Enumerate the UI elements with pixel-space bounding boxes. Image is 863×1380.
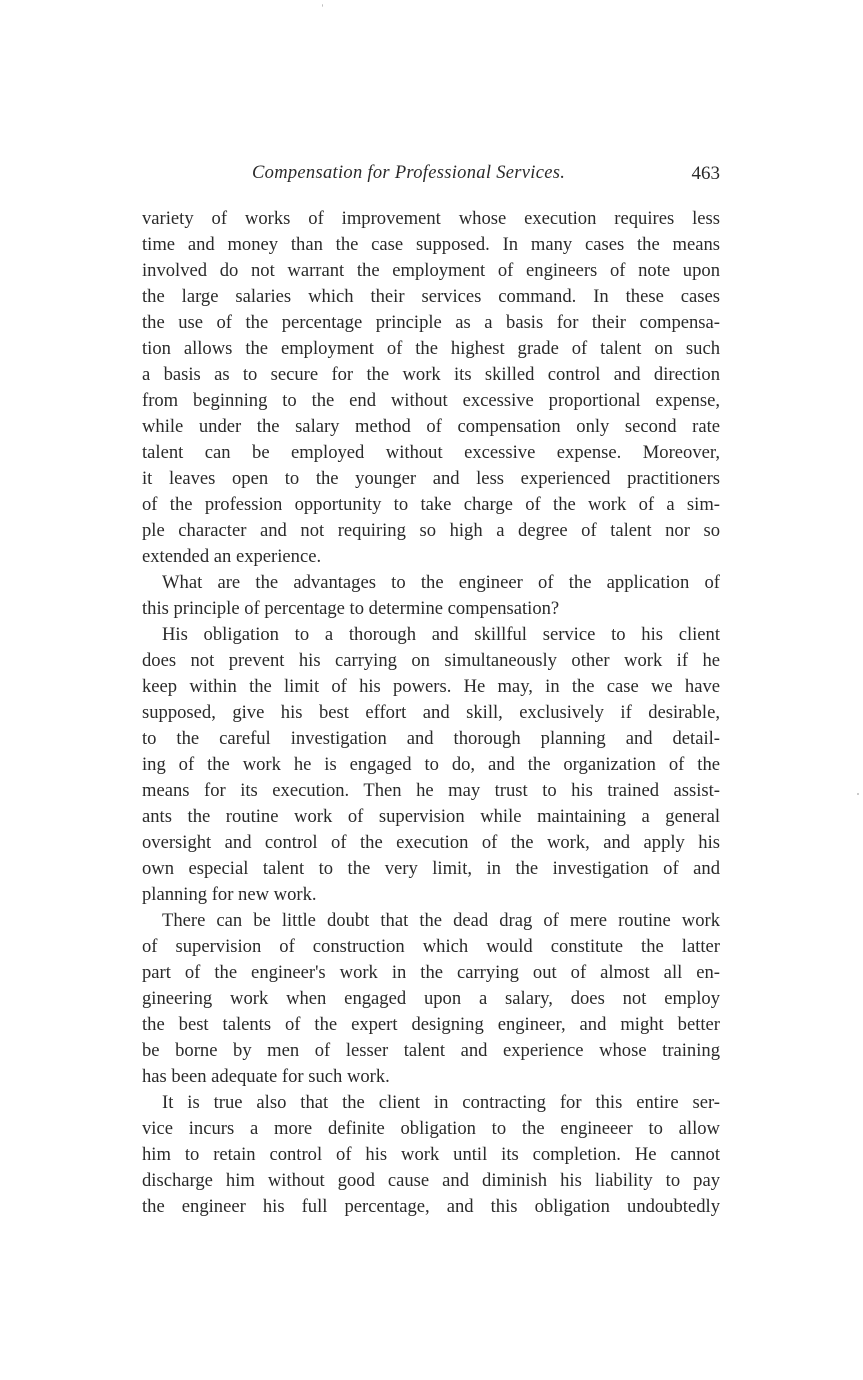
text-line: ple character and not requiring so high a degree of talent nor so — [142, 520, 720, 541]
running-title: Compensation for Professional Services. — [252, 163, 566, 183]
text-line: it leaves open to the younger and less experienced practitioners — [142, 468, 720, 489]
text-line: variety of works of improvement whose execution requires less — [142, 208, 720, 229]
text-line: ants the routine work of supervision while maintaining a general — [142, 806, 720, 827]
text-line: the large salaries which their services command. In these cases — [142, 286, 720, 307]
text-line: means for its execution. Then he may trust to his trained assist- — [142, 780, 720, 801]
text-line: has been adequate for such work. — [142, 1066, 390, 1087]
text-line: a basis as to secure for the work its skilled control and direction — [142, 364, 720, 385]
text-line: does not prevent his carrying on simultaneously other work if he — [142, 650, 720, 671]
text-line: to the careful investigation and thorough planning and detail- — [142, 728, 720, 749]
page-number: 463 — [691, 163, 720, 184]
text-line: the best talents of the expert designing engineer, and might better — [142, 1014, 720, 1035]
paragraph-3 — [142, 622, 720, 908]
text-line: His obligation to a thorough and skillful service to his client — [162, 624, 720, 645]
text-line: be borne by men of lesser talent and experience whose training — [142, 1040, 720, 1061]
text-line: gineering work when engaged upon a salary, does not employ — [142, 988, 720, 1009]
paragraph-1 — [142, 206, 720, 570]
text-line: from beginning to the end without excessive proportional expense, — [142, 390, 720, 411]
text-line: There can be little doubt that the dead drag of mere routine work — [162, 910, 720, 931]
text-line: while under the salary method of compensation only second rate — [142, 416, 720, 437]
text-line: talent can be employed without excessive expense. Moreover, — [142, 442, 720, 463]
text-line: tion allows the employment of the highest grade of talent on such — [142, 338, 720, 359]
page-header — [142, 163, 720, 189]
text-line: keep within the limit of his powers. He may, in the case we have — [142, 676, 720, 697]
text-line: of the profession opportunity to take charge of the work of a sim- — [142, 494, 720, 515]
text-line: extended an experience. — [142, 546, 322, 567]
text-line: this principle of percentage to determine compensation? — [142, 598, 560, 619]
paragraph-4 — [142, 908, 720, 1090]
text-line: the engineer his full percentage, and this obligation undoubtedly — [142, 1196, 720, 1217]
text-line: What are the advantages to the engineer of the application of — [162, 572, 720, 593]
text-line: him to retain control of his work until its completion. He cannot — [142, 1144, 720, 1165]
text-line: time and money than the case supposed. In many cases the means — [142, 234, 720, 255]
text-line: oversight and control of the execution of the work, and apply his — [142, 832, 720, 853]
text-line: ing of the work he is engaged to do, and the organization of the — [142, 754, 720, 775]
paragraph-5 — [142, 1090, 720, 1220]
text-line: of supervision of construction which would constitute the latter — [142, 936, 720, 957]
text-line: the use of the percentage principle as a basis for their compensa- — [142, 312, 720, 333]
text-line: vice incurs a more definite obligation to the engineeer to allow — [142, 1118, 720, 1139]
text-line: discharge him without good cause and diminish his liability to pay — [142, 1170, 720, 1191]
text-line: supposed, give his best effort and skill, exclusively if desirable, — [142, 702, 720, 723]
body-text — [142, 206, 720, 1220]
text-line: planning for new work. — [142, 884, 317, 905]
text-line: own especial talent to the very limit, in the investigation of and — [142, 858, 720, 879]
text-line: involved do not warrant the employment of engineers of note upon — [142, 260, 720, 281]
text-line: part of the engineer's work in the carrying out of almost all en- — [142, 962, 720, 983]
text-line: It is true also that the client in contracting for this entire ser- — [162, 1092, 720, 1113]
paper-speck — [857, 793, 859, 795]
paper-speck — [322, 4, 323, 7]
paragraph-2 — [142, 570, 720, 622]
